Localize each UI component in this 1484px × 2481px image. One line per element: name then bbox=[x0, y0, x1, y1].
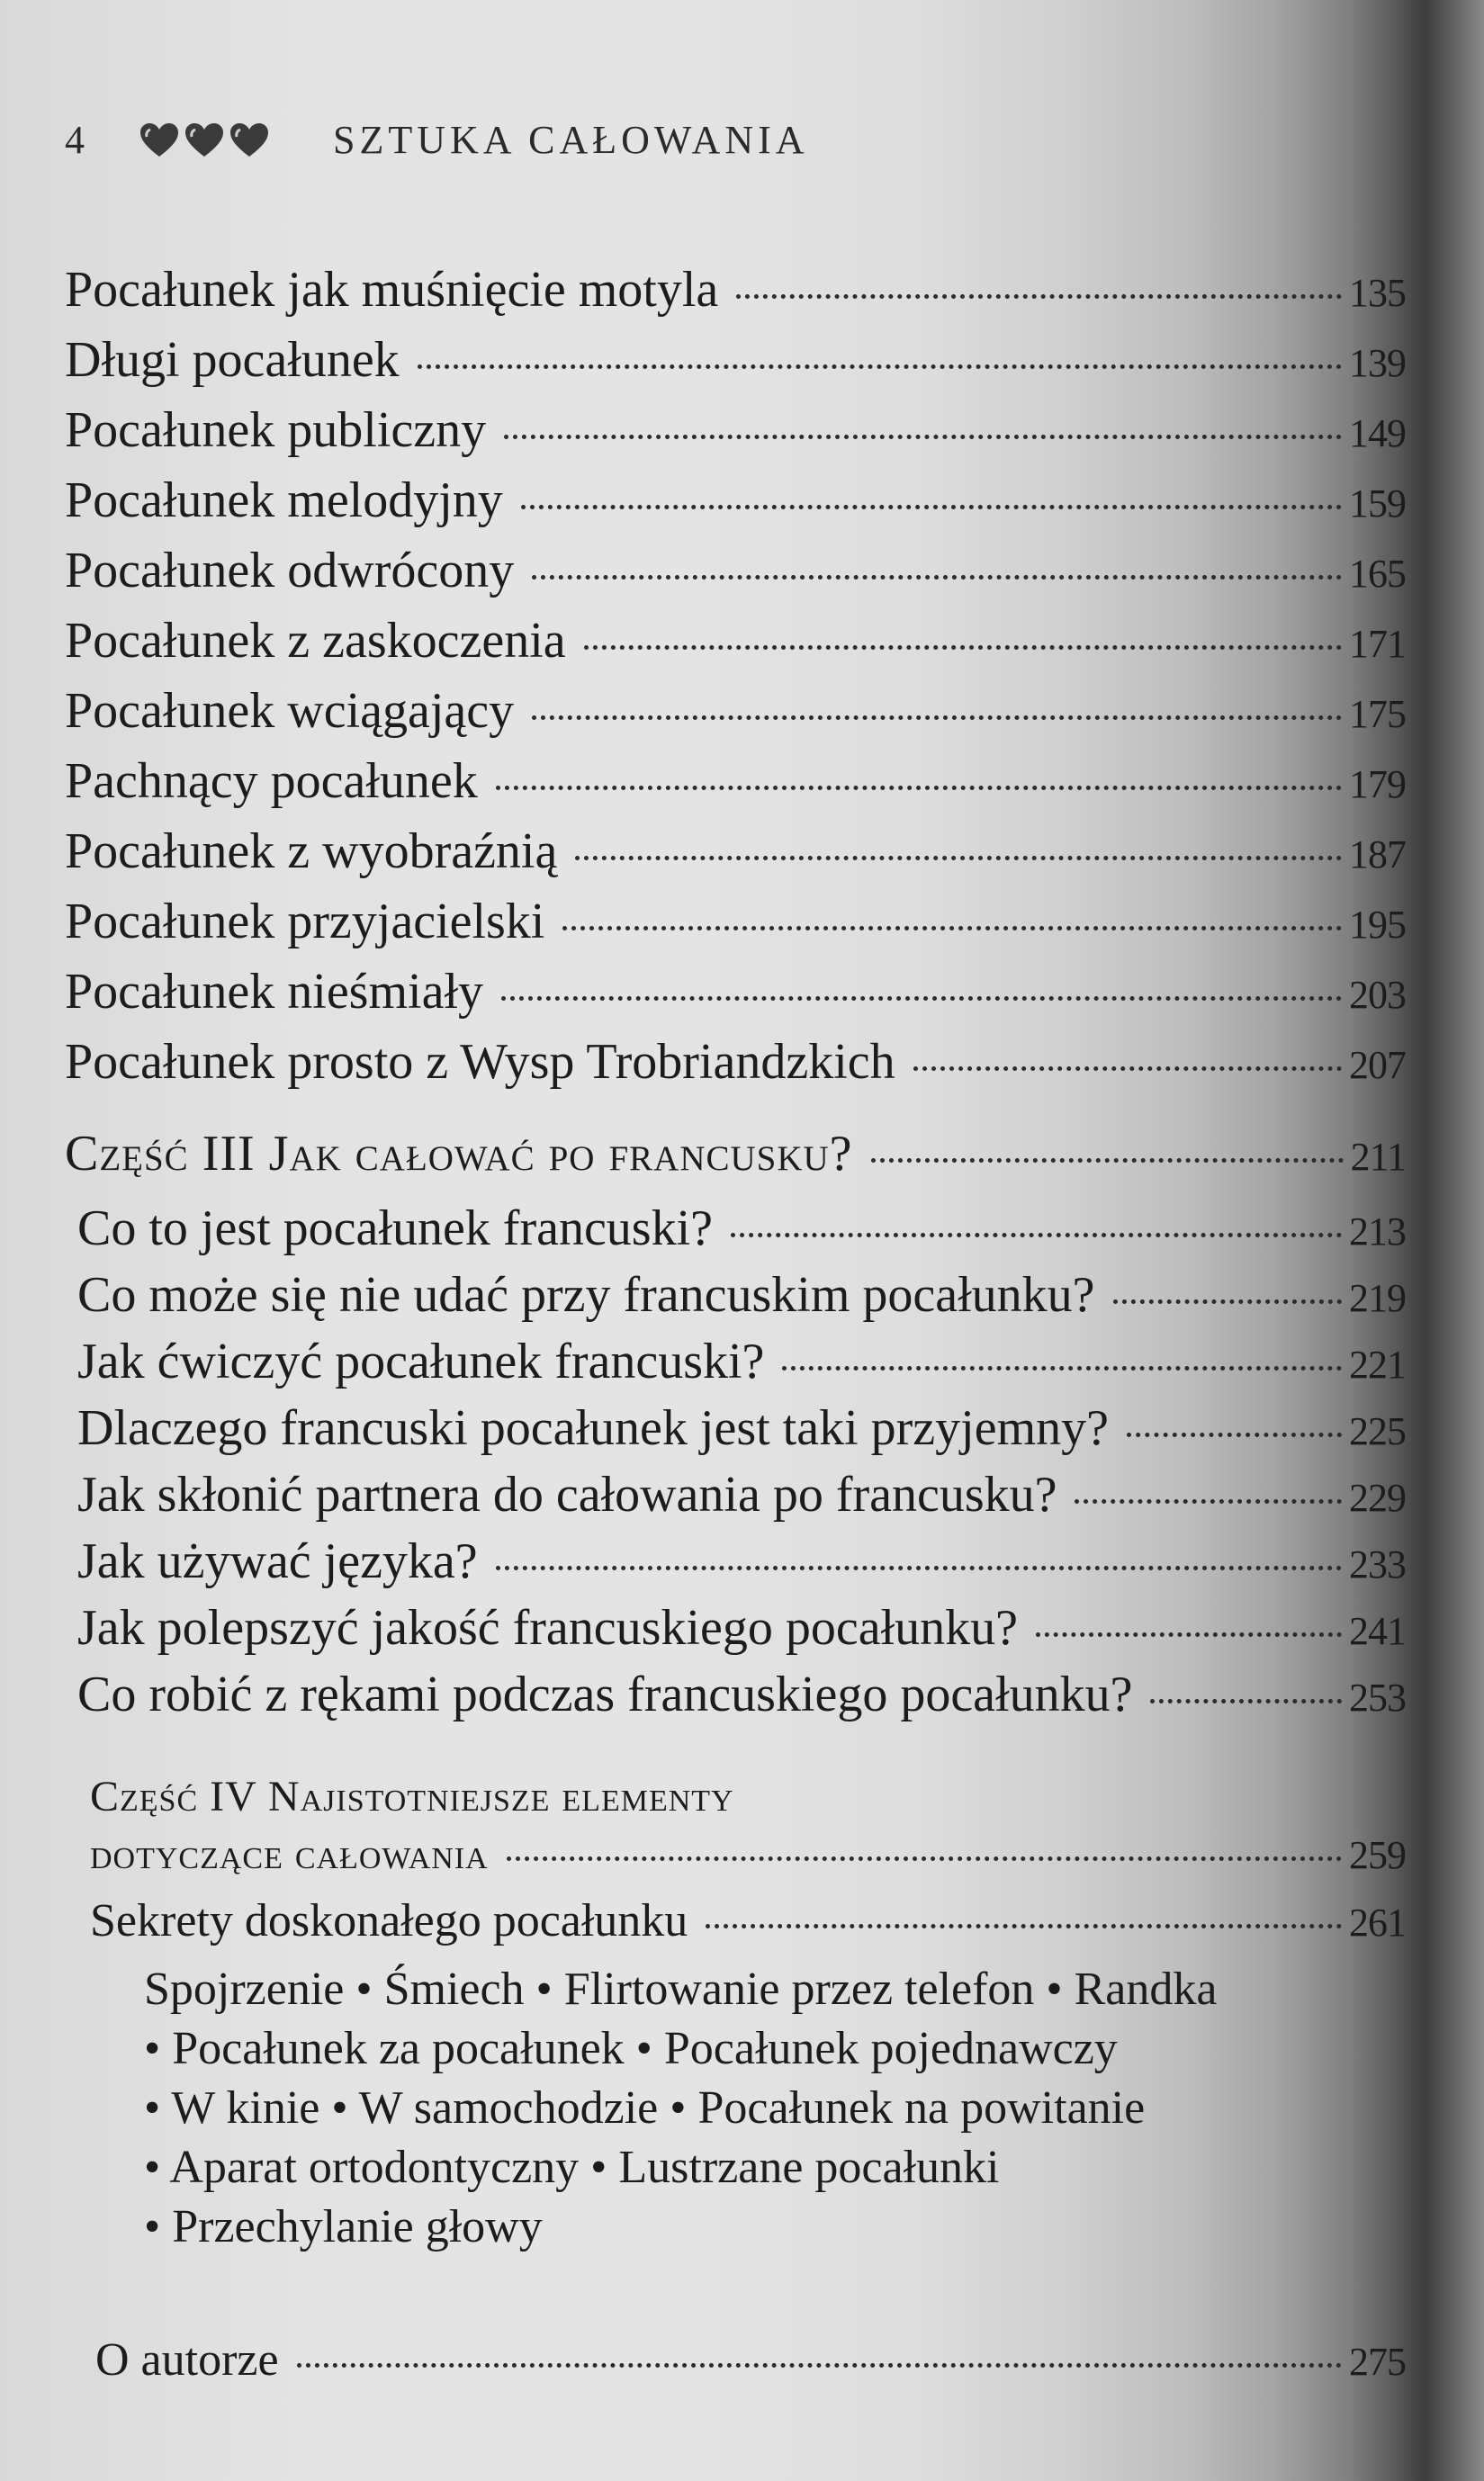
leader-dots bbox=[782, 1366, 1342, 1371]
leader-dots bbox=[1036, 1632, 1342, 1637]
entry-page: 253 bbox=[1349, 1676, 1406, 1720]
part3-list bbox=[77, 1197, 1406, 1730]
toc-entry bbox=[77, 1663, 1406, 1730]
toc-entry bbox=[77, 1596, 1406, 1663]
leader-dots bbox=[871, 1158, 1344, 1163]
toc-entry bbox=[65, 748, 1406, 818]
entry-page: 187 bbox=[1349, 832, 1406, 876]
leader-dots bbox=[418, 364, 1342, 369]
entry-page: 261 bbox=[1349, 1901, 1406, 1945]
book-title: SZTUKA CAŁOWANIA bbox=[333, 118, 809, 162]
entry-title: Pocałunek z wyobraźnią bbox=[65, 823, 558, 879]
leader-dots bbox=[1127, 1433, 1342, 1437]
part4-heading-line1: Część IV Najistotniejsze elementy bbox=[90, 1773, 734, 1820]
entry-page: 275 bbox=[1349, 2340, 1406, 2384]
entry-title: Dlaczego francuski pocałunek jest taki przyjemny? bbox=[77, 1400, 1109, 1456]
toc-entry bbox=[65, 958, 1406, 1029]
entry-page: 165 bbox=[1349, 552, 1406, 596]
subtopic-line: • W kinie • W samochodzie • Pocałunek na powitanie bbox=[144, 2082, 1146, 2134]
part4-block bbox=[90, 1768, 1406, 2257]
toc-entry bbox=[77, 1463, 1406, 1530]
part3-heading bbox=[65, 1120, 1406, 1191]
entry-title: Jak polepszyć jakość francuskiego pocałunku? bbox=[77, 1600, 1018, 1656]
author-block bbox=[95, 2326, 1406, 2396]
section-page: 211 bbox=[1350, 1135, 1406, 1179]
entry-page: 229 bbox=[1349, 1476, 1406, 1520]
entry-page: 149 bbox=[1349, 411, 1406, 455]
leader-dots bbox=[562, 926, 1342, 930]
entry-title: Pocałunek nieśmiały bbox=[65, 964, 484, 1020]
toc-top-list bbox=[65, 256, 1406, 1099]
toc-entry bbox=[65, 607, 1406, 678]
toc-entry bbox=[65, 678, 1406, 748]
entry-page: 241 bbox=[1349, 1609, 1406, 1653]
entry-title: Pocałunek odwrócony bbox=[65, 543, 515, 598]
toc-entry bbox=[65, 537, 1406, 607]
toc-entry bbox=[65, 888, 1406, 958]
entry-page: 195 bbox=[1349, 903, 1406, 947]
toc-entry bbox=[77, 1330, 1406, 1397]
leader-dots bbox=[575, 856, 1342, 860]
entry-title: Długi pocałunek bbox=[65, 332, 400, 388]
toc-entry bbox=[65, 467, 1406, 537]
entry-page: 159 bbox=[1349, 481, 1406, 526]
entry-page: 207 bbox=[1349, 1043, 1406, 1087]
page-number: 4 bbox=[65, 118, 85, 162]
part3-heading-block bbox=[65, 1120, 1406, 1191]
entry-title: Jak używać języka? bbox=[77, 1533, 478, 1589]
entry-title: Co robić z rękami podczas francuskiego pocałunku? bbox=[77, 1667, 1133, 1722]
entry-title: Pocałunek prosto z Wysp Trobriandzkich bbox=[65, 1034, 895, 1090]
section-page: 259 bbox=[1349, 1833, 1406, 1877]
leader-dots bbox=[504, 435, 1342, 439]
leader-dots bbox=[584, 645, 1342, 650]
leader-dots bbox=[297, 2363, 1342, 2368]
entry-title: O autorze bbox=[95, 2334, 279, 2386]
leader-dots bbox=[501, 996, 1342, 1001]
entry-title: Co może się nie udać przy francuskim pocałunku? bbox=[77, 1267, 1095, 1323]
leader-dots bbox=[1075, 1499, 1342, 1504]
toc-entry bbox=[65, 1029, 1406, 1099]
entry-title: Co to jest pocałunek francuski? bbox=[77, 1200, 714, 1256]
subtopic-line: • Przechylanie głowy bbox=[144, 2201, 543, 2252]
leader-dots bbox=[731, 1233, 1342, 1237]
entry-title: Pocałunek z zaskoczenia bbox=[65, 613, 566, 669]
entry-page: 221 bbox=[1349, 1343, 1406, 1387]
leader-dots bbox=[496, 786, 1342, 790]
toc-entry bbox=[77, 1397, 1406, 1463]
leader-dots bbox=[532, 715, 1342, 720]
entry-title: Pocałunek wciągający bbox=[65, 683, 515, 739]
leader-dots bbox=[1113, 1299, 1343, 1304]
toc-entry bbox=[90, 1884, 1406, 1960]
toc-entry bbox=[65, 327, 1406, 397]
entry-page: 179 bbox=[1349, 762, 1406, 806]
entry-page: 175 bbox=[1349, 692, 1406, 736]
entry-page: 219 bbox=[1349, 1276, 1406, 1320]
subtopic-line: Spojrzenie • Śmiech • Flirtowanie przez telefon • Randka bbox=[144, 1964, 1218, 2015]
entry-page: 225 bbox=[1349, 1409, 1406, 1453]
toc-entry bbox=[95, 2326, 1406, 2396]
entry-title: Pocałunek jak muśnięcie motyla bbox=[65, 262, 719, 318]
entry-title: Pocałunek przyjacielski bbox=[65, 894, 545, 949]
leader-dots bbox=[1150, 1699, 1342, 1703]
leader-dots bbox=[706, 1924, 1342, 1928]
entry-title: Jak ćwiczyć pocałunek francuski? bbox=[77, 1334, 765, 1389]
entry-title: Pocałunek publiczny bbox=[65, 402, 487, 458]
leader-dots bbox=[521, 505, 1342, 509]
leader-dots bbox=[496, 1566, 1342, 1570]
page-header bbox=[65, 117, 809, 163]
entry-page: 135 bbox=[1349, 271, 1406, 315]
toc-entry bbox=[77, 1530, 1406, 1596]
entry-page: 203 bbox=[1349, 973, 1406, 1017]
toc-entry bbox=[77, 1197, 1406, 1263]
subtopic-line: • Aparat ortodontyczny • Lustrzane pocałunki bbox=[144, 2142, 1000, 2193]
toc-entry bbox=[65, 397, 1406, 467]
entry-page: 233 bbox=[1349, 1542, 1406, 1587]
entry-title: Sekrety doskonałego pocałunku bbox=[90, 1895, 688, 1946]
toc-entry bbox=[77, 1263, 1406, 1330]
entry-page: 139 bbox=[1349, 341, 1406, 385]
subtopic-line: • Pocałunek za pocałunek • Pocałunek pojednawczy bbox=[144, 2023, 1118, 2074]
entry-page: 213 bbox=[1349, 1209, 1406, 1254]
subtopics-block bbox=[144, 1960, 1406, 2257]
leader-dots bbox=[913, 1066, 1342, 1071]
leader-dots bbox=[532, 575, 1342, 580]
leader-dots bbox=[507, 1856, 1342, 1861]
part4-heading bbox=[90, 1826, 1406, 1884]
entry-title: Jak skłonić partnera do całowania po francusku? bbox=[77, 1467, 1057, 1523]
leader-dots bbox=[736, 294, 1342, 299]
entry-page: 171 bbox=[1349, 622, 1406, 666]
three-hearts-icon bbox=[139, 122, 270, 158]
toc-entry bbox=[65, 256, 1406, 327]
entry-title: Pachnący pocałunek bbox=[65, 753, 478, 809]
section-title: Część III Jak całować po francusku? bbox=[65, 1126, 853, 1182]
section-title: dotyczące całowania bbox=[90, 1830, 489, 1878]
entry-title: Pocałunek melodyjny bbox=[65, 472, 503, 528]
toc-entry bbox=[65, 818, 1406, 888]
